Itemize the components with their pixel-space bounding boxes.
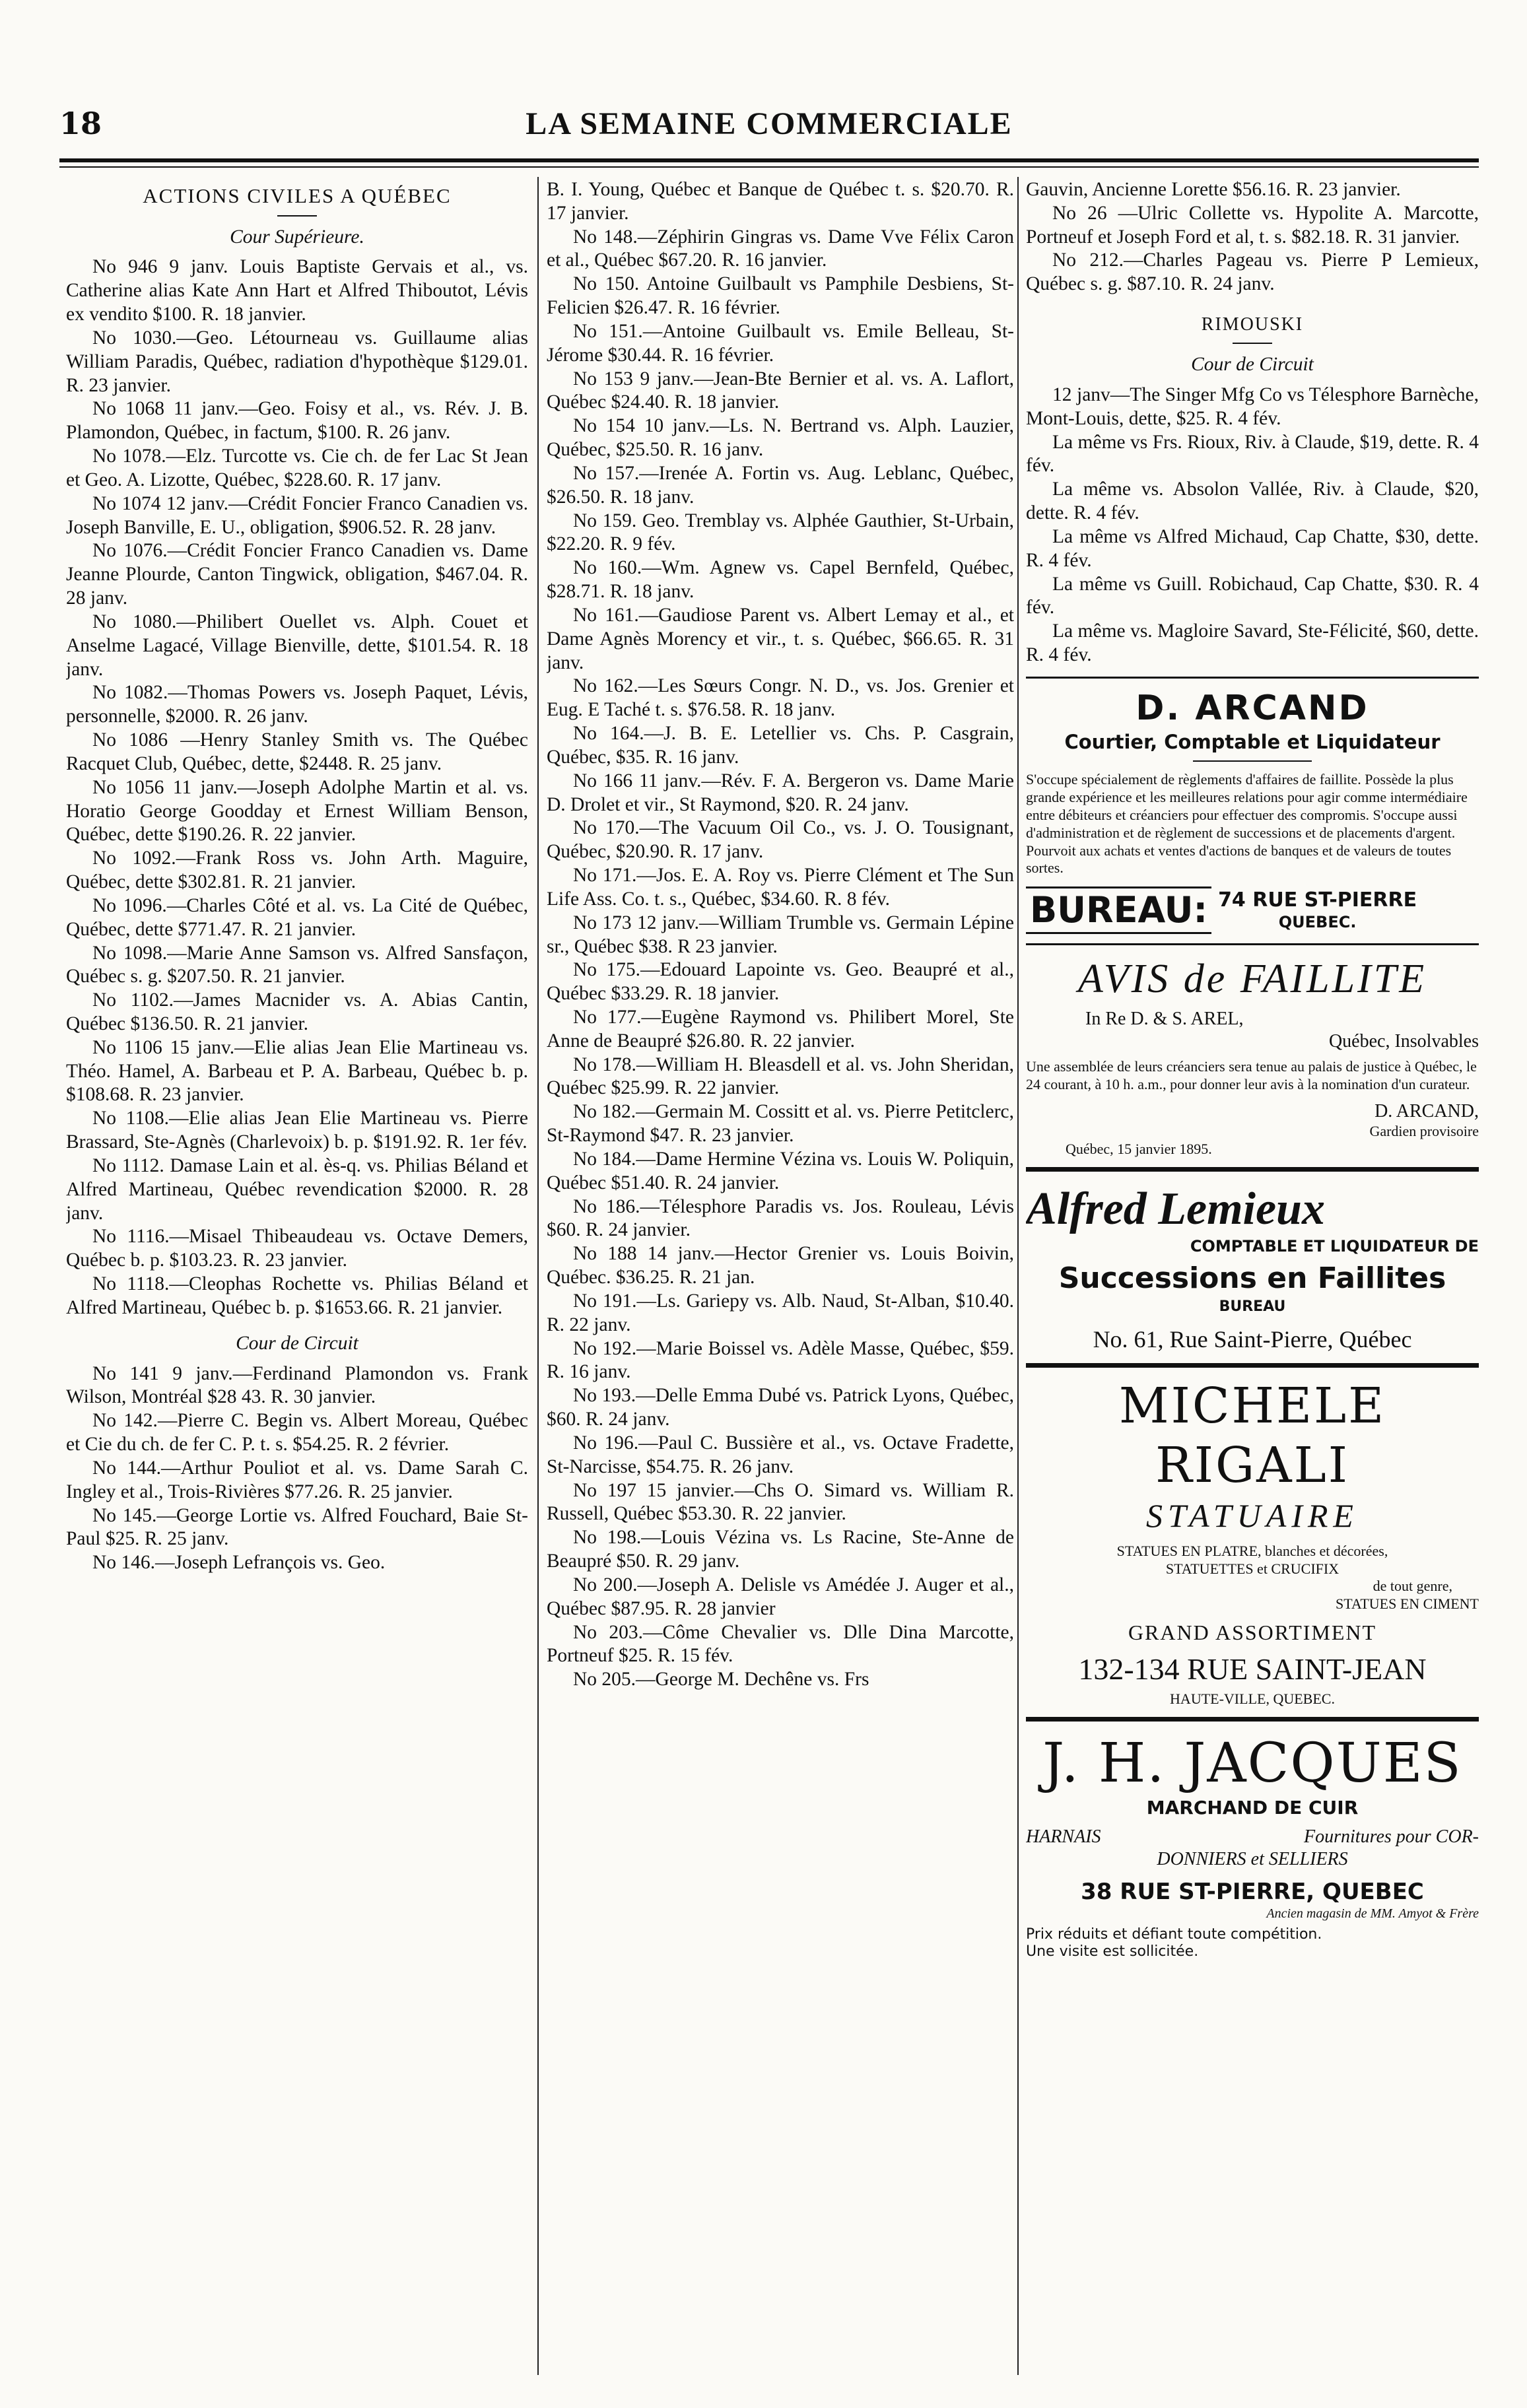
- case-entry: La même vs. Magloire Savard, Ste-Félicité, $60, dette. R. 4 fév.: [1026, 620, 1479, 666]
- column-2: [547, 178, 1014, 2383]
- avis-line2: Québec, Insolvables: [1328, 1031, 1479, 1052]
- lemieux-address: No. 61, Rue Saint-Pierre, Québec: [1093, 1325, 1412, 1353]
- lemieux-specialty: Successions en Faillites: [1058, 1261, 1446, 1295]
- page-header: [59, 99, 1479, 152]
- rigali-line2: STATUETTES et CRUCIFIX: [1165, 1560, 1340, 1577]
- divider: [1026, 1363, 1479, 1368]
- case-entry: No 192.—Marie Boissel vs. Adèle Masse, Québec, $59. R. 16 janv.: [547, 1337, 1014, 1383]
- case-entry: 12 janv—The Singer Mfg Co vs Télesphore Barnèche, Mont-Louis, dette, $25. R. 4 fév.: [1026, 384, 1479, 429]
- column-1: [66, 178, 528, 2383]
- jacques-address: 38 RUE ST-PIERRE, QUEBEC: [1081, 1879, 1424, 1906]
- page-number: 18: [59, 106, 102, 141]
- bureau-address-block: [1211, 888, 1417, 932]
- case-entry: No 1112. Damase Lain et al. ès-q. vs. Philias Béland et Alfred Martineau, Québec revendication $2000. R. 28 janv.: [66, 1154, 528, 1224]
- case-entry: No 1068 11 janv.—Geo. Foisy et al., vs. Rév. J. B. Plamondon, Québec, in factum, $100. R. 26 janv.: [66, 398, 528, 444]
- case-list: [66, 1362, 528, 1575]
- case-entry: No 164.—J. B. E. Letellier vs. Chs. P. Casgrain, Québec, $35. R. 16 janv.: [547, 723, 1014, 768]
- case-entry: No 1076.—Crédit Foncier Franco Canadien vs. Dame Jeanne Plourde, Canton Tingwick, obligation, $467.04. R. 28 janv.: [66, 540, 528, 609]
- case-entry: No 148.—Zéphirin Gingras vs. Dame Vve Félix Caron et al., Québec $67.20. R. 16 janvier.: [547, 226, 1014, 271]
- case-entry: No 1082.—Thomas Powers vs. Joseph Paquet, Lévis, personnelle, $2000. R. 26 janv.: [66, 682, 528, 727]
- case-entry: No 166 11 janv.—Rév. F. A. Bergeron vs. Dame Marie D. Drolet et vir., St Raymond, $20. R. 24 janv.: [547, 770, 1014, 815]
- case-entry: No 157.—Irenée A. Fortin vs. Aug. Leblanc, Québec, $26.50. R. 18 janv.: [547, 462, 1014, 508]
- divider: [1026, 1167, 1479, 1172]
- case-entry: No 184.—Dame Hermine Vézina vs. Louis W. Poliquin, Québec $51.40. R. 24 janvier.: [547, 1148, 1014, 1193]
- header-rule-thin: [59, 166, 1479, 168]
- divider: [1026, 677, 1479, 679]
- case-entry: No 151.—Antoine Guilbault vs. Emile Belleau, St-Jérome $30.44. R. 16 février.: [547, 320, 1014, 366]
- case-entry: No 1096.—Charles Côté et al. vs. La Cité de Québec, Québec, dette $771.47. R. 21 janvier.: [66, 894, 528, 940]
- rigali-address: 132-134 RUE SAINT-JEAN: [1078, 1652, 1427, 1686]
- divider: [277, 215, 317, 217]
- jacques-ad: [1026, 1731, 1479, 1961]
- rigali-line3: de tout genre,: [1373, 1578, 1452, 1595]
- court-heading: Cour de Circuit: [236, 1332, 358, 1354]
- case-entry: No 150. Antoine Guilbault vs Pamphile Desbiens, St-Felicien $26.47. R. 16 février.: [547, 273, 1014, 319]
- case-entry: No 161.—Gaudiose Parent vs. Albert Lemay et al., et Dame Agnès Morency et vir., t. s. Québec, $66.65. R. 31 janv.: [547, 604, 1014, 673]
- jacques-tagline2: Une visite est sollicitée.: [1026, 1943, 1199, 1960]
- case-entry: No 946 9 janv. Louis Baptiste Gervais et al., vs. Catherine alias Kate Ann Hart et Alfred Thiboutot, Lévis ex vendito $100. R. 18 janvier.: [66, 256, 528, 325]
- jacques-fournitures: Fournitures pour COR-: [1304, 1826, 1479, 1848]
- case-entry: No 196.—Paul C. Bussière et al., vs. Octave Fradette, St-Narcisse, $54.75. R. 26 janv.: [547, 1432, 1014, 1477]
- header-rule-thick: [59, 158, 1479, 162]
- avis-line1: In Re D. & S. AREL,: [1085, 1009, 1244, 1030]
- case-entry: La même vs Alfred Michaud, Cap Chatte, $30, dette. R. 4 fév.: [1026, 525, 1479, 571]
- court-heading: Cour de Circuit: [1191, 354, 1314, 376]
- case-list: [1026, 178, 1479, 296]
- jacques-trade: MARCHAND DE CUIR: [1146, 1797, 1359, 1819]
- case-entry: No 144.—Arthur Pouliot et al. vs. Dame Sarah C. Ingley et al., Trois-Rivières $77.26. R. 25 janvier.: [66, 1457, 528, 1502]
- column-divider: [1017, 177, 1019, 2375]
- case-entry: No 1078.—Elz. Turcotte vs. Cie ch. de fer Lac St Jean et Geo. A. Lizotte, Québec, $228.60. R. 17 janv.: [66, 446, 528, 490]
- case-entry: No 26 —Ulric Collette vs. Hypolite A. Marcotte, Portneuf et Joseph Ford et al, t. s. $82.18. R. 31 janvier.: [1026, 202, 1479, 248]
- case-entry: No 1030.—Geo. Létourneau vs. Guillaume alias William Paradis, Québec, radiation d'hypothèque $129.01. R. 23 janvier.: [66, 327, 528, 396]
- lemieux-bureau: BUREAU: [1219, 1298, 1286, 1316]
- case-entry: No 175.—Edouard Lapointe vs. Geo. Beaupré et al., Québec $33.29. R. 18 janvier.: [547, 959, 1014, 1005]
- case-entry: No 182.—Germain M. Cossitt et al. vs. Pierre Petitclerc, St-Raymond $47. R. 23 janvier.: [547, 1101, 1014, 1147]
- divider: [1026, 1717, 1479, 1722]
- arcand-ad: [1026, 688, 1479, 934]
- arcand-subtitle: Courtier, Comptable et Liquidateur: [1064, 731, 1441, 754]
- case-entry: No 197 15 janvier.—Chs O. Simard vs. William R. Russell, Québec $53.30. R. 22 janvier.: [547, 1479, 1014, 1525]
- case-entry: No 142.—Pierre C. Begin vs. Albert Moreau, Québec et Cie du ch. de fer C. P. t. s. $54.25. R. 2 février.: [66, 1410, 528, 1455]
- divider: [1233, 343, 1272, 344]
- divider: [1026, 943, 1479, 945]
- jacques-harnais: HARNAIS: [1026, 1826, 1101, 1848]
- rimouski-heading: RIMOUSKI: [1201, 314, 1304, 335]
- case-entry: No 173 12 janv.—William Trumble vs. Germain Lépine sr., Québec $38. R 23 janvier.: [547, 912, 1014, 957]
- case-entry: No 1086 —Henry Stanley Smith vs. The Québec Racquet Club, Québec, dette, $2448. R. 25 janv.: [66, 729, 528, 774]
- case-entry: La même vs. Absolon Vallée, Riv. à Claude, $20, dette. R. 4 fév.: [1026, 479, 1479, 524]
- lemieux-subtitle: COMPTABLE ET LIQUIDATEUR DE: [1190, 1237, 1479, 1256]
- rigali-ad: [1026, 1377, 1479, 1708]
- case-entry: No 198.—Louis Vézina vs. Ls Racine, Ste-Anne de Beaupré $50. R. 29 janv.: [547, 1527, 1014, 1572]
- case-entry: No 159. Geo. Tremblay vs. Alphée Gauthier, St-Urbain, $22.20. R. 9 fév.: [547, 510, 1014, 555]
- avis-signature: D. ARCAND,: [1374, 1100, 1479, 1121]
- case-entry: La même vs Guill. Robichaud, Cap Chatte, $30. R. 4 fév.: [1026, 573, 1479, 619]
- case-entry: No 1074 12 janv.—Crédit Foncier Franco Canadien vs. Joseph Banville, E. U., obligation, $906.52. R. 28 janv.: [66, 492, 528, 538]
- case-entry: B. I. Young, Québec et Banque de Québec t. s. $20.70. R. 17 janvier.: [547, 179, 1014, 224]
- case-entry: No 200.—Joseph A. Delisle vs Amédée J. Auger et al., Québec $87.95. R. 28 janvier: [547, 1574, 1014, 1619]
- rigali-name: MICHELE RIGALI: [1118, 1378, 1386, 1494]
- avis-ad: [1026, 954, 1479, 1158]
- case-entry: No 146.—Joseph Lefrançois vs. Geo.: [92, 1552, 386, 1574]
- bureau-city: QUEBEC.: [1278, 912, 1357, 931]
- jacques-former: Ancien magasin de MM. Amyot & Frère: [1266, 1906, 1479, 1922]
- avis-date: Québec, 15 janvier 1895.: [1066, 1140, 1212, 1157]
- jacques-tagline1: Prix réduits et défiant toute compétition.: [1026, 1925, 1322, 1943]
- case-entry: No 1106 15 janv.—Elie alias Jean Elie Martineau vs. Théo. Hamel, A. Barbeau et P. A. Barbeau, Québec b. p. $108.68. R. 23 janvier.: [66, 1036, 528, 1106]
- case-entry: No 177.—Eugène Raymond vs. Philibert Morel, Ste Anne de Beaupré $26.80. R. 22 janvier.: [547, 1006, 1014, 1052]
- case-entry: No 141 9 janv.—Ferdinand Plamondon vs. Frank Wilson, Montréal $28 43. R. 30 janvier.: [66, 1362, 528, 1408]
- case-list: [66, 255, 528, 1320]
- case-entry: No 171.—Jos. E. A. Roy vs. Pierre Clément et The Sun Life Ass. Co. t. s., Québec, $34.60. R. 8 fév.: [547, 865, 1014, 910]
- arcand-text: S'occupe spécialement de règlements d'affaires de faillite. Possède la plus grande expérience et les meilleures relations pour agir comme intermédiaire entre débiteurs et créanciers pour effectuer des compromis. S'occupe aussi d'administration et de règlement de successions et de placements d'argent. Pourvoit aux achats et ventes d'actions de banques et de valeurs de toutes sortes.: [1026, 771, 1468, 877]
- publication-title: LA SEMAINE COMMERCIALE: [526, 106, 1013, 141]
- case-list: [1026, 384, 1479, 667]
- case-entry: La même vs Frs. Rioux, Riv. à Claude, $19, dette. R. 4 fév.: [1026, 431, 1479, 477]
- column-3: [1026, 178, 1479, 2383]
- lemieux-name: Alfred Lemieux: [1026, 1184, 1325, 1235]
- case-entry: No 193.—Delle Emma Dubé vs. Patrick Lyons, Québec, $60. R. 24 janv.: [547, 1385, 1014, 1430]
- bureau-label: BUREAU:: [1026, 886, 1211, 934]
- avis-title: AVIS de FAILLITE: [1077, 956, 1427, 1001]
- court-heading: Cour Supérieure.: [230, 226, 364, 248]
- avis-signature-title: Gardien provisoire: [1369, 1122, 1479, 1139]
- case-entry: No 1108.—Elie alias Jean Elie Martineau vs. Pierre Brassard, Ste-Agnès (Charlevoix) b. p. $191.92. R. 1er fév.: [66, 1108, 528, 1153]
- case-list: [547, 178, 1014, 1692]
- case-entry: Gauvin, Ancienne Lorette $56.16. R. 23 janvier.: [1026, 179, 1401, 200]
- case-entry: No 188 14 janv.—Hector Grenier vs. Louis Boivin, Québec. $36.25. R. 21 jan.: [547, 1243, 1014, 1288]
- case-entry: No 162.—Les Sœurs Congr. N. D., vs. Jos. Grenier et Eug. E Taché t. s. $76.58. R. 18 janv.: [547, 675, 1014, 721]
- case-entry: No 186.—Télesphore Paradis vs. Jos. Rouleau, Lévis $60. R. 24 janvier.: [547, 1195, 1014, 1241]
- case-entry: No 1098.—Marie Anne Samson vs. Alfred Sansfaçon, Québec s. g. $207.50. R. 21 janvier.: [66, 942, 528, 987]
- bureau-address: 74 RUE ST-PIERRE: [1218, 888, 1417, 912]
- rigali-assortment: GRAND ASSORTIMENT: [1128, 1620, 1377, 1644]
- jacques-line2: DONNIERS et SELLIERS: [1157, 1849, 1348, 1870]
- case-entry: No 191.—Ls. Gariepy vs. Alb. Naud, St-Alban, $10.40. R. 22 janv.: [547, 1290, 1014, 1335]
- case-entry: No 178.—William H. Bleasdell et al. vs. John Sheridan, Québec $25.99. R. 22 janvier.: [547, 1054, 1014, 1099]
- bureau-row: [1026, 886, 1479, 934]
- arcand-name: D. ARCAND: [1136, 688, 1369, 728]
- rigali-line1: STATUES EN PLATRE, blanches et décorées,: [1116, 1543, 1388, 1560]
- column-divider: [537, 177, 539, 2375]
- case-entry: No 1118.—Cleophas Rochette vs. Philias Béland et Alfred Martineau, Québec b. p. $1653.66. R. 21 janvier.: [66, 1273, 528, 1318]
- case-entry: No 154 10 janv.—Ls. N. Bertrand vs. Alph. Lauzier, Québec, $25.50. R. 16 janv.: [547, 415, 1014, 461]
- rigali-district: HAUTE-VILLE, QUEBEC.: [1170, 1690, 1335, 1707]
- case-entry: No 1092.—Frank Ross vs. John Arth. Maguire, Québec, dette $302.81. R. 21 janvier.: [66, 848, 528, 893]
- case-entry: No 1116.—Misael Thibeaudeau vs. Octave Demers, Québec b. p. $103.23. R. 23 janvier.: [66, 1226, 528, 1271]
- case-entry: No 205.—George M. Dechêne vs. Frs: [573, 1669, 869, 1690]
- case-entry: No 212.—Charles Pageau vs. Pierre P Lemieux, Québec s. g. $87.10. R. 24 janv.: [1026, 250, 1479, 295]
- case-entry: No 160.—Wm. Agnew vs. Capel Bernfeld, Québec, $28.71. R. 18 janv.: [547, 557, 1014, 603]
- case-entry: No 1056 11 janv.—Joseph Adolphe Martin et al. vs. Horatio George Goodday et Ernest William Benson, Québec, dette $190.26. R. 22 janvier.: [66, 776, 528, 846]
- lemieux-ad: [1026, 1181, 1479, 1354]
- divider: [1193, 760, 1312, 762]
- case-entry: No 1102.—James Macnider vs. A. Abias Cantin, Québec $136.50. R. 21 janvier.: [66, 989, 528, 1034]
- avis-text: Une assemblée de leurs créanciers sera tenue au palais de justice à Québec, le 24 courant, à 10 h. a.m., pour donner leur avis à la nomination d'un curateur.: [1026, 1058, 1477, 1093]
- case-entry: No 203.—Côme Chevalier vs. Dlle Dina Marcotte, Portneuf $25. R. 15 fév.: [547, 1621, 1014, 1667]
- case-entry: No 1080.—Philibert Ouellet vs. Alph. Couet et Anselme Lagacé, Village Bienville, dette, $101.54. R. 18 janv.: [66, 611, 528, 680]
- case-entry: No 170.—The Vacuum Oil Co., vs. J. O. Tousignant, Québec, $20.90. R. 17 janv.: [547, 817, 1014, 863]
- case-entry: No 153 9 janv.—Jean-Bte Bernier et al. vs. A. Laflort, Québec $24.40. R. 18 janvier.: [547, 368, 1014, 413]
- section-heading: ACTIONS CIVILES A QUÉBEC: [143, 184, 452, 207]
- rigali-line4: STATUES EN CIMENT: [1335, 1595, 1479, 1613]
- jacques-line1: [1026, 1826, 1479, 1848]
- case-entry: No 145.—George Lortie vs. Alfred Fouchard, Baie St-Paul $25. R. 25 janv.: [66, 1504, 528, 1550]
- jacques-name: J. H. JACQUES: [1042, 1732, 1462, 1795]
- rigali-trade: STATUAIRE: [1146, 1497, 1359, 1535]
